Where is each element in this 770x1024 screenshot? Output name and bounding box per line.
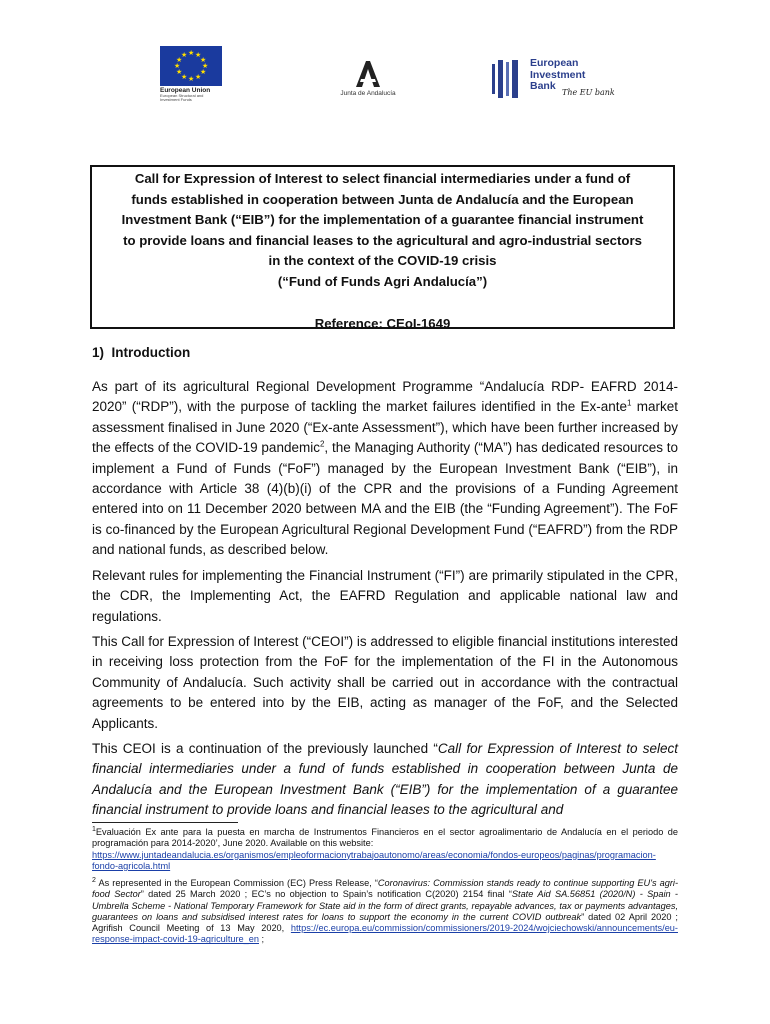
footnote-ref-1[interactable]: 1 <box>627 398 632 408</box>
footnote-2-italic-1: Coronavirus: Commission stands ready to continue supporting EU's agri-food Sector <box>92 878 678 900</box>
eu-logo-subcaption: European Structural and Investment Funds <box>160 93 204 102</box>
title-line-4: to provide loans and financial leases to the agricultural and agro-industrial sectors <box>123 232 642 248</box>
junta-andalucia-emblem-icon <box>355 60 381 88</box>
paragraph-4-italic-title: Call for Expression of Interest to select financial intermediaries under a fund of funds established in cooperation between Junta de Andalucía and the European Investment Bank (“EIB”) for the implementation of a guarantee financial instrument to provide loans and financial leases to the agricultural and <box>92 741 678 818</box>
paragraph-3 <box>92 632 678 734</box>
section-heading: 1) Introduction <box>92 345 191 360</box>
title-line-5: in the context of the COVID-19 crisis <box>268 253 497 269</box>
title-line-3: Investment Bank (“EIB”) for the implementation of a guarantee financial instrument <box>121 212 644 228</box>
paragraph-4 <box>92 739 678 821</box>
eu-logo <box>160 46 224 102</box>
footnote-2-number: 2 <box>92 876 96 884</box>
eib-bars-icon <box>492 60 522 98</box>
footnote-2-text-c: ” dated 02 April 2020 ; Agrifish Council Meeting of 13 May 2020, <box>92 911 678 934</box>
footnote-2-text-b: ” dated 25 March 2020 ; EC’s no objection to Spain’s notification C(2020) 2154 final “ <box>140 889 512 900</box>
footnote-separator <box>92 822 238 823</box>
footnote-2-end: ; <box>259 934 265 945</box>
title-line-1: Call for Expression of Interest to select financial intermediaries under a fund of <box>134 171 631 186</box>
footnote-ref-2[interactable]: 2 <box>319 439 325 449</box>
footnote-1-number: 1 <box>92 825 96 833</box>
paragraph-2 <box>92 566 678 627</box>
junta-andalucia-caption: Junta de Andalucía <box>340 90 396 97</box>
eu-flag-icon: ★ ★ ★ ★ ★ ★ ★ ★ ★ ★ ★ ★ <box>160 46 222 86</box>
eib-name-line1: European <box>530 57 579 69</box>
footnote-2-text-a: As represented in the European Commission (EC) Press Release, “ <box>98 878 378 888</box>
document-title-box <box>90 165 675 329</box>
title-line-2: funds established in cooperation between Junta de Andalucía and the European <box>131 191 634 207</box>
paragraph-2-text: Relevant rules for implementing the Financial Instrument (“FI”) are primarily stipulated in the CPR, the CDR, the Implementing Act, the EAFRD Regulation and applicable national law and regulations. <box>92 568 678 624</box>
footnote-2-link[interactable]: https://ec.europa.eu/commission/commissioners/2019-2024/wojciechowski/announcements/eu-response-impact-covid-19-agriculture_en <box>92 923 678 945</box>
paragraph-1 <box>92 377 678 561</box>
footnote-2-italic-2: State Aid SA.56851 (2020/N) - Spain - Umbrella Scheme - National Temporary Framework for State aid in the form of direct grants, repayable advances, tax or payments advantages, guarantees on loans and subsidised interest rates for loans to support the economy in the current COVID outbreak <box>92 889 678 922</box>
paragraph-1-text-c: , the Managing Authority (“MA”) has dedicated resources to implement a Fund of Funds (“FoF”) managed by the European Investment Bank (“EIB”), in accordance with Article 38 (4)(b)(i) of the CPR and the provisions of a Funding Agreement entered into on 11 December 2020 between MA and the EIB (the “Funding Agreement”). The FoF is co-financed by the European Agricultural Regional Development Fund (“EAFRD”) from the RDP and national funds, as described below. <box>92 440 678 558</box>
eib-logo <box>492 58 632 108</box>
footnote-1-text: Evaluación Ex ante para la puesta en marcha de Instrumentos Financieros en el sector agroalimentario de Andalucía en el periodo de programación para 2014-2020’, June 2020. Available on this website: <box>92 827 678 849</box>
eib-tagline: The EU bank <box>562 88 615 97</box>
paragraph-1-text-b: market assessment finalised in June 2020 (“Ex-ante Assessment”), which have been further increased by the effects of the COVID-19 pandemic <box>92 399 678 456</box>
eu-logo-caption: European Union <box>160 87 211 94</box>
junta-andalucia-logo <box>333 60 403 97</box>
footnote-1 <box>92 827 678 872</box>
title-line-6: (“Fund of Funds Agri Andalucía”) <box>277 273 488 289</box>
eib-name-line2: Investment <box>530 68 586 81</box>
footnote-1-link[interactable]: https://www.juntadeandalucia.es/organismos/empleoformacionytrabajoautonomo/areas/economia/fondos-europeos/paginas/programacion-fondo-agricola.html <box>92 849 656 871</box>
eib-name-line3: Bank <box>530 80 556 92</box>
paragraph-4-text: This CEOI is a continuation of the previously launched “ <box>92 741 438 756</box>
footnote-2 <box>92 878 678 946</box>
paragraph-3-text: This Call for Expression of Interest (“CEOI”) is addressed to eligible financial institutions interested in receiving loss protection from the FoF for the implementation of the FI in the Autonomous Community of Andalucía. Such activity shall be carried out in accordance with the contractual agreements to be entered into by the EIB, acting as manager of the FoF, and the Selected Applicants. <box>92 634 679 731</box>
reference-number: Reference: CEoI-1649 <box>314 315 451 331</box>
paragraph-1-text-a: As part of its agricultural Regional Development Programme “Andalucía RDP- EAFRD 2014-2020” (“RDP”), with the purpose of tackling the market failures identified in the Ex-ante <box>92 379 678 415</box>
